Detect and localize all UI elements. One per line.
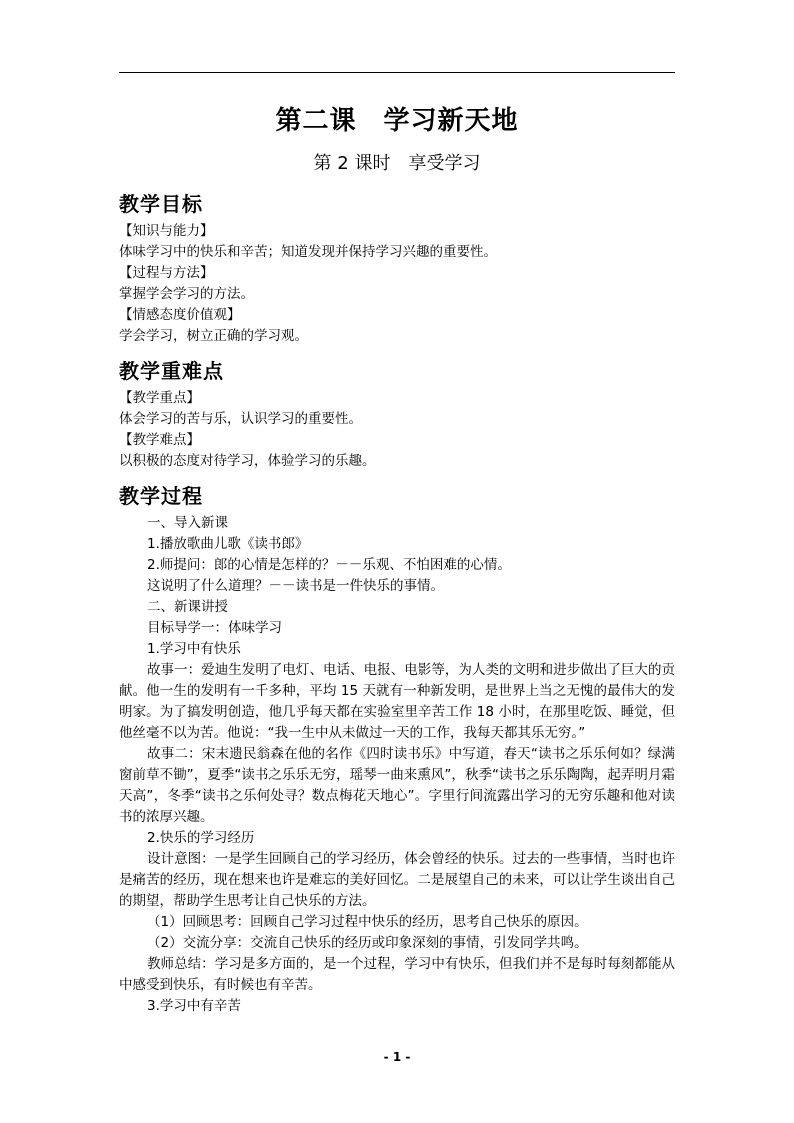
lesson-subtitle: 第 2 课时 享受学习 xyxy=(313,153,481,174)
goals-line: 【知识与能力】 xyxy=(119,223,214,239)
story-two: 故事二：宋末遗民翁森在他的名作《四时读书乐》中写道，春天“读书之乐乐何如？绿满窗前草不锄”，夏季“读书之乐乐无穷，瑶琴一曲来熏风”，秋季“读书之乐乐陶陶，起弄明月霜天高”，冬季“读书之乐何处寻？数点梅花天地心”。字里行间流露出学习的无穷乐趣和他对读书的浓厚兴趣。 xyxy=(119,746,675,825)
process-line: 2.师提问：郎的心情是怎样的？－－乐观、不怕困难的心情。 xyxy=(147,557,511,573)
process-heading: 教学过程 xyxy=(119,484,203,508)
step-line: （2）交流分享：交流自己快乐的经历或印象深刻的事情，引发同学共鸣。 xyxy=(147,935,588,951)
keypoints-line: 【教学难点】 xyxy=(119,432,200,448)
goals-line: 掌握学会学习的方法。 xyxy=(119,286,254,302)
step-line: （1）回顾思考：回顾自己学习过程中快乐的经历，思考自己快乐的原因。 xyxy=(147,914,588,930)
teacher-summary: 教师总结：学习是多方面的，是一个过程，学习中有快乐，但我们并不是每时每刻都能从中感受到快乐，有时候也有辛苦。 xyxy=(119,956,675,993)
keypoints-line: 体会学习的苦与乐，认识学习的重要性。 xyxy=(119,411,362,427)
goals-line: 体味学习中的快乐和辛苦；知道发现并保持学习兴趣的重要性。 xyxy=(119,244,497,260)
goals-heading: 教学目标 xyxy=(119,192,203,216)
process-line: 目标导学一：体味学习 xyxy=(147,620,282,636)
process-line: 1.播放歌曲儿歌《读书郎》 xyxy=(147,536,309,552)
keypoints-line: 【教学重点】 xyxy=(119,390,200,406)
keypoints-line: 以积极的态度对待学习，体验学习的乐趣。 xyxy=(119,453,376,469)
process-line: 这说明了什么道理？－－读书是一件快乐的事情。 xyxy=(147,578,444,594)
story-one: 故事一：爱迪生发明了电灯、电话、电报、电影等，为人类的文明和进步做出了巨大的贡献。他一生的发明有一千多种，平均 15 天就有一种新发明，是世界上当之无愧的最伟大的发明家。为了搞发明创造，他几乎每天都在实验室里辛苦工作 18 小时，在那里吃饭、睡觉，但他丝毫不以为苦。他说：“我一生中从未做过一天的工作，我每天都其乐无穷。” xyxy=(119,662,675,741)
keypoints-heading: 教学重难点 xyxy=(119,359,224,383)
lesson-title: 第二课 学习新天地 xyxy=(275,106,519,136)
process-line: 1.学习中有快乐 xyxy=(147,641,241,657)
section-heading: 3.学习中有辛苦 xyxy=(147,998,241,1014)
process-line: 一、导入新课 xyxy=(147,515,228,531)
goals-line: 【情感态度价值观】 xyxy=(119,307,241,323)
design-intent: 设计意图：一是学生回顾自己的学习经历，体会曾经的快乐。过去的一些事情，当时也许是痛苦的经历，现在想来也许是难忘的美好回忆。二是展望自己的未来，可以让学生谈出自己的期望，帮助学生思考让自己快乐的方法。 xyxy=(119,851,675,909)
page-number: - 1 - xyxy=(383,1050,411,1064)
section-heading: 2.快乐的学习经历 xyxy=(147,830,255,846)
goals-line: 【过程与方法】 xyxy=(119,265,214,281)
goals-line: 学会学习，树立正确的学习观。 xyxy=(119,328,308,344)
header-rule xyxy=(119,72,675,73)
process-line: 二、新课讲授 xyxy=(147,599,228,615)
